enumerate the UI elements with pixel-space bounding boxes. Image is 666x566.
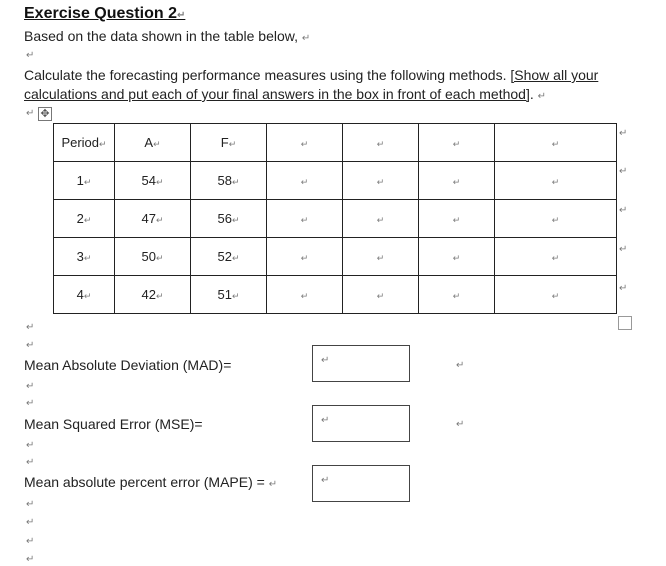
table-cell[interactable]: ↵ (419, 200, 495, 238)
table-header-row (54, 124, 617, 162)
table-row (54, 162, 617, 200)
forecast-cell[interactable]: 51↵ (191, 276, 267, 314)
header-f[interactable]: F↵ (191, 124, 267, 162)
table-cell[interactable]: ↵ (495, 238, 617, 276)
header-a[interactable]: A↵ (115, 124, 191, 162)
instruction-line-2: calculations and put each of your final answers in the box in front of each method]. ↵ (24, 86, 547, 102)
instruction-line-1: Calculate the forecasting performance measures using the following methods. [Show all your (24, 67, 599, 83)
forecast-cell[interactable]: 58↵ (191, 162, 267, 200)
paragraph-mark: ↵ (456, 419, 465, 430)
table-cell[interactable]: ↵ (343, 200, 419, 238)
paragraph-mark: ↵ (26, 499, 35, 510)
table-cell[interactable]: ↵ (343, 238, 419, 276)
table-row (54, 238, 617, 276)
header-period[interactable]: Period↵ (54, 124, 115, 162)
table-move-handle-icon[interactable]: ✥ (38, 107, 52, 121)
mad-answer-box[interactable]: ↵ (312, 345, 410, 382)
table-cell[interactable]: ↵ (267, 238, 343, 276)
row-end-mark: ↵ (619, 205, 628, 216)
forecast-cell[interactable]: 52↵ (191, 238, 267, 276)
table-cell[interactable]: ↵ (267, 276, 343, 314)
actual-cell[interactable]: 50↵ (115, 238, 191, 276)
row-end-mark: ↵ (619, 244, 628, 255)
table-row (54, 200, 617, 238)
paragraph-mark: ↵ (456, 360, 465, 371)
paragraph-mark: ↵ (26, 554, 35, 565)
mape-label: Mean absolute percent error (MAPE) = ↵ (24, 474, 278, 490)
mape-answer-box[interactable]: ↵ (312, 465, 410, 502)
period-cell[interactable]: 3↵ (54, 238, 115, 276)
row-end-mark: ↵ (619, 283, 628, 294)
row-end-mark: ↵ (619, 128, 628, 139)
actual-cell[interactable]: 54↵ (115, 162, 191, 200)
paragraph-mark: ↵ (26, 440, 35, 451)
table-cell[interactable]: ↵ (419, 162, 495, 200)
table-cell[interactable]: ↵ (267, 162, 343, 200)
paragraph-mark: ↵ (26, 398, 35, 409)
period-cell[interactable]: 4↵ (54, 276, 115, 314)
paragraph-mark: ↵ (26, 517, 35, 528)
table-cell[interactable]: ↵ (419, 124, 495, 162)
paragraph-mark: ↵ (26, 457, 35, 468)
paragraph-mark: ↵ (176, 10, 186, 21)
table-cell[interactable]: ↵ (343, 124, 419, 162)
paragraph-mark: ↵ (26, 108, 35, 119)
intro-text: Based on the data shown in the table below, ↵ (24, 28, 311, 44)
period-cell[interactable]: 2↵ (54, 200, 115, 238)
table-cell[interactable]: ↵ (419, 238, 495, 276)
actual-cell[interactable]: 42↵ (115, 276, 191, 314)
paragraph-mark: ↵ (26, 381, 35, 392)
table-cell[interactable]: ↵ (495, 200, 617, 238)
mse-label: Mean Squared Error (MSE)= (24, 416, 203, 432)
table-cell[interactable]: ↵ (267, 124, 343, 162)
table-cell[interactable]: ↵ (343, 162, 419, 200)
paragraph-mark: ↵ (26, 536, 35, 547)
data-table (53, 123, 617, 314)
mad-label: Mean Absolute Deviation (MAD)= (24, 357, 232, 373)
actual-cell[interactable]: 47↵ (115, 200, 191, 238)
table-resize-handle[interactable] (618, 316, 632, 330)
mse-answer-box[interactable]: ↵ (312, 405, 410, 442)
table-cell[interactable]: ↵ (267, 200, 343, 238)
forecast-cell[interactable]: 56↵ (191, 200, 267, 238)
table-cell[interactable]: ↵ (419, 276, 495, 314)
row-end-mark: ↵ (619, 166, 628, 177)
paragraph-mark: ↵ (26, 322, 35, 333)
paragraph-mark: ↵ (26, 340, 35, 351)
table-cell[interactable]: ↵ (495, 276, 617, 314)
table-cell[interactable]: ↵ (343, 276, 419, 314)
table-row (54, 276, 617, 314)
period-cell[interactable]: 1↵ (54, 162, 115, 200)
exercise-heading: Exercise Question 2↵ (24, 5, 186, 22)
table-cell[interactable]: ↵ (495, 124, 617, 162)
paragraph-mark: ↵ (26, 50, 35, 61)
table-cell[interactable]: ↵ (495, 162, 617, 200)
